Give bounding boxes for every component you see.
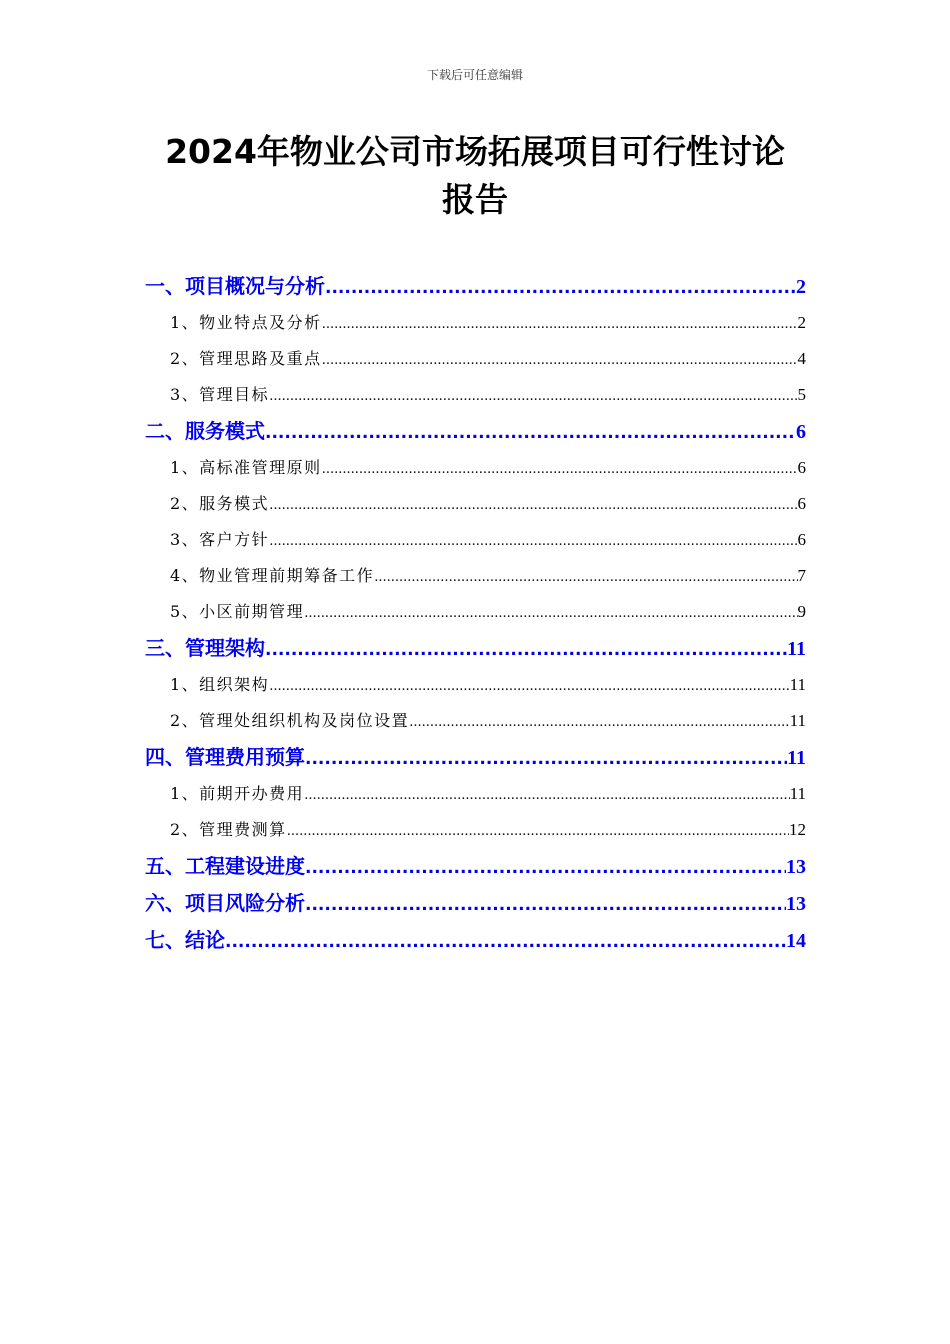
toc-page-number: 6	[797, 458, 806, 477]
toc-page-number: 11	[789, 711, 806, 730]
toc-page-number: 11	[789, 675, 806, 694]
toc-dot-leader	[305, 741, 787, 776]
toc-section-link[interactable]	[145, 667, 806, 703]
toc-page-number: 13	[786, 893, 806, 915]
toc-dot-leader	[269, 524, 797, 558]
toc-entry-label: 1、高标准管理原则	[170, 458, 322, 477]
toc-page-number: 5	[797, 385, 806, 404]
toc-page-number: 12	[789, 820, 806, 839]
toc-chapter-link[interactable]	[145, 848, 806, 885]
toc-entry-label: 2、服务模式	[170, 494, 270, 513]
toc-dot-leader	[269, 669, 789, 703]
toc-section-link[interactable]	[145, 341, 806, 377]
toc-chapter-link[interactable]	[145, 739, 806, 776]
toc-entry-label: 五、工程建设进度	[145, 854, 305, 878]
toc-page-number: 11	[789, 784, 806, 803]
toc-section-link[interactable]	[145, 377, 806, 413]
toc-section-link[interactable]	[145, 812, 806, 848]
toc-entry-label: 七、结论	[145, 928, 225, 952]
toc-dot-leader	[409, 705, 789, 739]
toc-entry-label: 1、物业特点及分析	[170, 313, 322, 332]
toc-page-number: 11	[787, 638, 806, 660]
toc-entry-label: 3、客户方针	[170, 530, 270, 549]
toc-dot-leader	[305, 887, 786, 922]
title-line-2: 报告	[442, 180, 508, 219]
toc-entry-label: 2、管理费测算	[170, 820, 287, 839]
toc-dot-leader	[305, 850, 786, 885]
toc-entry-label: 2、管理处组织机构及岗位设置	[170, 711, 410, 730]
header-note: 下载后可任意编辑	[426, 68, 523, 82]
toc-chapter-link[interactable]	[145, 922, 806, 959]
toc-dot-leader	[225, 924, 786, 959]
toc-page-number: 6	[796, 421, 806, 443]
toc-chapter-link[interactable]	[145, 413, 806, 450]
toc-chapter-link[interactable]	[145, 268, 806, 305]
toc-entry-label: 一、项目概况与分析	[145, 274, 325, 298]
toc-dot-leader	[269, 379, 797, 413]
toc-section-link[interactable]	[145, 522, 806, 558]
toc-entry-label: 3、管理目标	[170, 385, 270, 404]
toc-dot-leader	[304, 596, 797, 630]
toc-page-number: 2	[796, 276, 806, 298]
toc-entry-label: 六、项目风险分析	[145, 891, 305, 915]
toc-page-number: 6	[797, 494, 806, 513]
toc-chapter-link[interactable]	[145, 885, 806, 922]
toc-section-link[interactable]	[145, 594, 806, 630]
toc-section-link[interactable]	[145, 305, 806, 341]
toc-section-link[interactable]	[145, 486, 806, 522]
toc-entry-label: 5、小区前期管理	[170, 602, 305, 621]
toc-entry-label: 4、物业管理前期筹备工作	[170, 566, 375, 585]
toc-dot-leader	[322, 452, 798, 486]
toc-page-number: 4	[797, 349, 806, 368]
toc-page-number: 9	[797, 602, 806, 621]
toc-page-number: 2	[797, 313, 806, 332]
toc-dot-leader	[322, 307, 798, 341]
toc-dot-leader	[265, 632, 787, 667]
toc-dot-leader	[265, 415, 796, 450]
toc-chapter-link[interactable]	[145, 630, 806, 667]
toc-entry-label: 四、管理费用预算	[145, 745, 305, 769]
toc-dot-leader	[325, 270, 796, 305]
page-title	[140, 128, 810, 224]
toc-page-number: 7	[797, 566, 806, 585]
toc-entry-label: 三、管理架构	[145, 636, 265, 660]
toc-section-link[interactable]	[145, 776, 806, 812]
toc-entry-label: 1、前期开办费用	[170, 784, 305, 803]
toc-dot-leader	[374, 560, 797, 594]
toc-section-link[interactable]	[145, 703, 806, 739]
toc-dot-leader	[304, 778, 789, 812]
toc-page-number: 14	[786, 930, 806, 952]
toc-entry-label: 二、服务模式	[145, 419, 265, 443]
title-line-1: 2024年物业公司市场拓展项目可行性讨论	[165, 132, 785, 171]
table-of-contents	[145, 268, 806, 959]
toc-page-number: 6	[797, 530, 806, 549]
toc-dot-leader	[322, 343, 798, 377]
toc-entry-label: 1、组织架构	[170, 675, 270, 694]
toc-dot-leader	[269, 488, 797, 522]
toc-page-number: 13	[786, 856, 806, 878]
toc-section-link[interactable]	[145, 558, 806, 594]
toc-page-number: 11	[787, 747, 806, 769]
toc-entry-label: 2、管理思路及重点	[170, 349, 322, 368]
toc-section-link[interactable]	[145, 450, 806, 486]
toc-dot-leader	[287, 814, 789, 848]
